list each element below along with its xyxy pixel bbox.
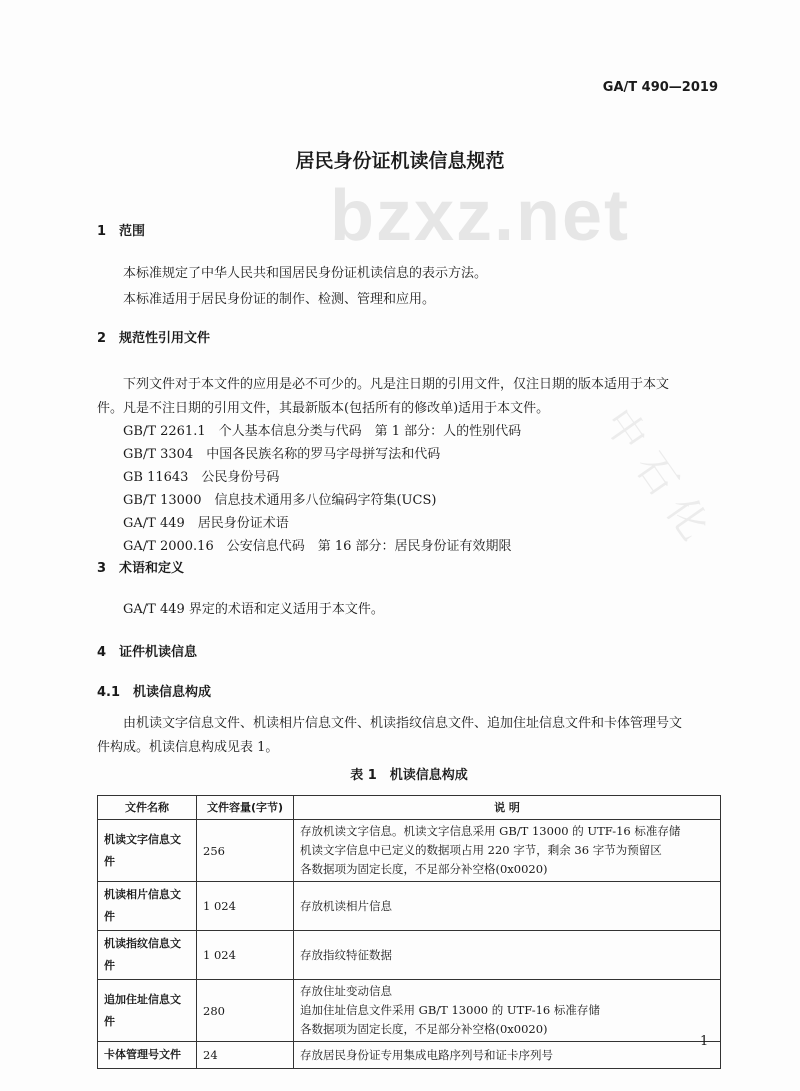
reference-item: GA/T 449 居民身份证术语	[123, 516, 289, 531]
paragraph: GA/T 449 界定的术语和定义适用于本文件。	[123, 602, 384, 617]
table-caption: 表 1 机读信息构成	[350, 768, 468, 783]
description-line: 追加住址信息文件采用 GB/T 13000 的 UTF-16 标准存储	[300, 1003, 600, 1017]
reference-item: GB 11643 公民身份号码	[123, 470, 280, 485]
description-line: 各数据项为固定长度，不足部分补空格(0x0020)	[300, 1022, 548, 1036]
file-size: 1 024	[197, 882, 294, 931]
section-4-1-heading: 4.1 机读信息构成	[97, 685, 212, 700]
info-table	[97, 795, 721, 1069]
paragraph: 下列文件对于本文件的应用是必不可少的。凡是注日期的引用文件，仅注日期的版本适用于本文	[123, 377, 670, 392]
table-row	[98, 931, 721, 980]
section-4-heading: 4 证件机读信息	[97, 645, 198, 660]
description: 存放机读相片信息	[294, 882, 721, 931]
table-row	[98, 980, 721, 1042]
paragraph: 本标准规定了中华人民共和国居民身份证机读信息的表示方法。	[123, 266, 488, 281]
description-line: 存放住址变动信息	[300, 984, 392, 998]
file-size: 1 024	[197, 931, 294, 980]
reference-item: GA/T 2000.16 公安信息代码 第 16 部分：居民身份证有效期限	[123, 539, 512, 554]
column-header: 文件名称	[98, 796, 197, 820]
description	[294, 820, 721, 882]
description	[294, 980, 721, 1042]
description: 存放指纹特征数据	[294, 931, 721, 980]
page-title: 居民身份证机读信息规范	[295, 150, 505, 172]
paragraph: 件。凡是不注日期的引用文件，其最新版本(包括所有的修改单)适用于本文件。	[97, 401, 550, 416]
file-name: 追加住址信息文件	[98, 980, 197, 1042]
reference-item: GB/T 13000 信息技术通用多八位编码字符集(UCS)	[123, 493, 437, 508]
paragraph: 由机读文字信息文件、机读相片信息文件、机读指纹信息文件、追加住址信息文件和卡体管理号文	[123, 716, 683, 731]
file-size: 256	[197, 820, 294, 882]
file-name: 机读文字信息文件	[98, 820, 197, 882]
column-header: 说 明	[294, 796, 721, 820]
section-2-heading: 2 规范性引用文件	[97, 331, 211, 346]
table-row	[98, 820, 721, 882]
file-name: 机读指纹信息文件	[98, 931, 197, 980]
description-line: 机读文字信息中已定义的数据项占用 220 字节，剩余 36 字节为预留区	[300, 843, 662, 857]
section-1-heading: 1 范围	[97, 224, 146, 239]
column-header: 文件容量(字节)	[197, 796, 294, 820]
file-name: 机读相片信息文件	[98, 882, 197, 931]
table-row	[98, 1042, 721, 1069]
description: 存放居民身份证专用集成电路序列号和证卡序列号	[294, 1042, 721, 1069]
paragraph: 件构成。机读信息构成见表 1。	[97, 740, 279, 755]
watermark: bzxz.net	[330, 176, 631, 256]
description-line: 存放机读文字信息。机读文字信息采用 GB/T 13000 的 UTF-16 标准存储	[300, 824, 681, 838]
table-row	[98, 882, 721, 931]
file-name: 卡体管理号文件	[98, 1042, 197, 1069]
table-header-row	[98, 796, 721, 820]
reference-item: GB/T 3304 中国各民族名称的罗马字母拼写法和代码	[123, 447, 441, 462]
paragraph: 本标准适用于居民身份证的制作、检测、管理和应用。	[123, 292, 436, 307]
reference-item: GB/T 2261.1 个人基本信息分类与代码 第 1 部分：人的性别代码	[123, 424, 522, 439]
doc-code: GA/T 490—2019	[602, 80, 718, 95]
file-size: 280	[197, 980, 294, 1042]
description-line: 各数据项为固定长度，不足部分补空格(0x0020)	[300, 862, 548, 876]
page-number: 1	[700, 1034, 709, 1049]
file-size: 24	[197, 1042, 294, 1069]
diagonal-watermark: 中石化	[594, 400, 726, 560]
section-3-heading: 3 术语和定义	[97, 561, 185, 576]
